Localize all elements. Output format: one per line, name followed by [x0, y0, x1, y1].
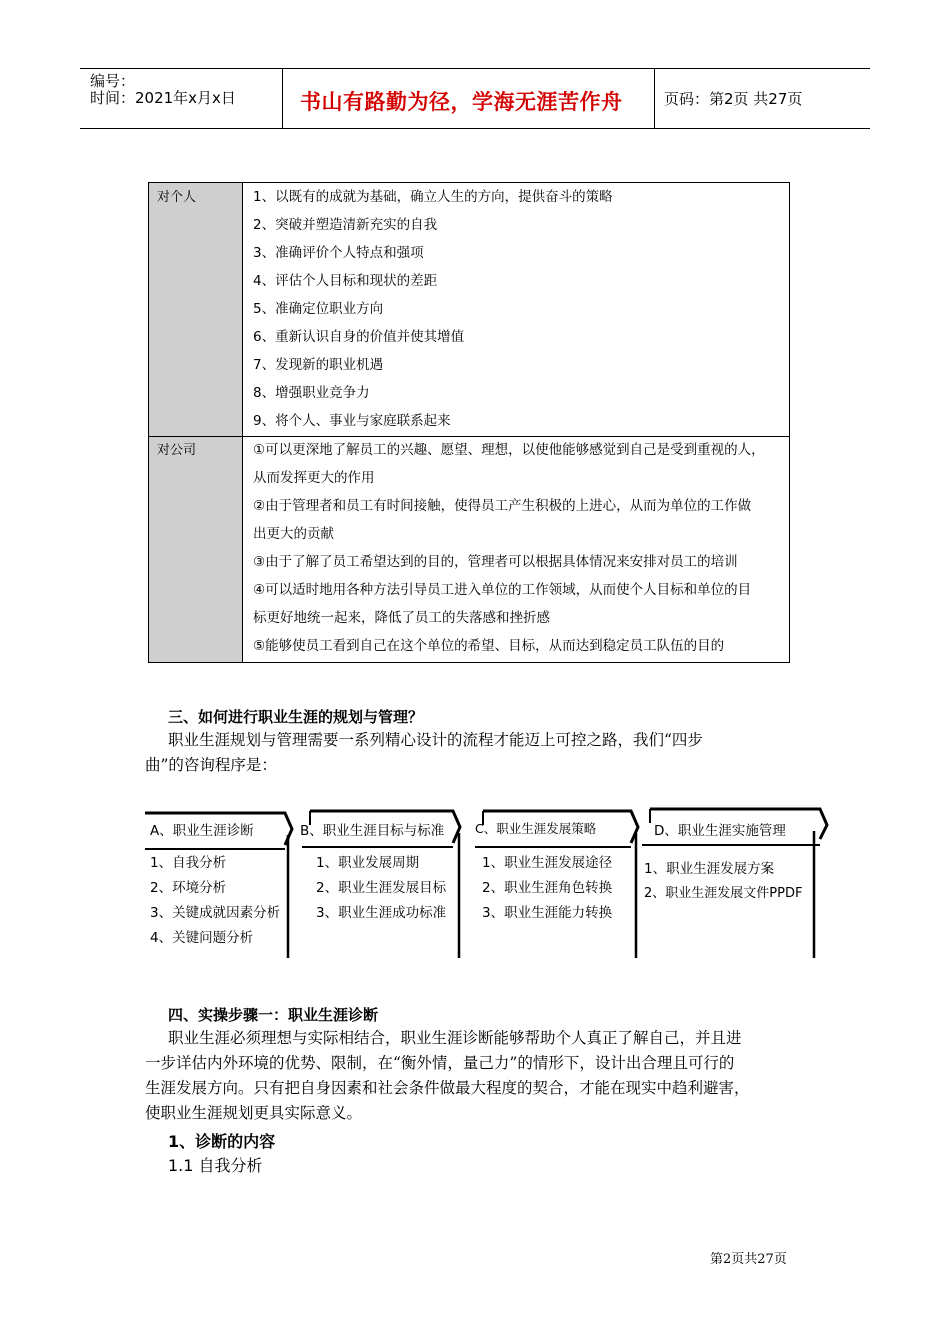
- header-time-label: 时间：2021年x月x日: [90, 89, 236, 107]
- header-top-rule: [80, 68, 870, 69]
- table-label-personal: 对个人: [157, 190, 197, 205]
- section4-subheading-1-1: 1.1 自我分析: [168, 1156, 263, 1175]
- header-bottom-rule: [80, 128, 870, 129]
- table-label-company: 对公司: [157, 443, 197, 458]
- flow-step-c-title: C、职业生涯发展策略: [475, 821, 597, 836]
- section4-heading: 四、实操步骤一：职业生涯诊断: [168, 1006, 379, 1024]
- flow-step-c-item: 1、职业生涯发展途径: [482, 855, 613, 871]
- table-row: ①可以更深地了解员工的兴趣、愿望、理想，以使他能够感觉到自己是受到重视的人，: [253, 442, 765, 458]
- flow-step-c-item: 3、职业生涯能力转换: [482, 905, 613, 921]
- benefits-table: [148, 182, 790, 663]
- table-row: ④可以适时地用各种方法引导员工进入单位的工作领域，从而使个人目标和单位的目: [253, 582, 752, 598]
- table-row: 出更大的贡献: [253, 526, 334, 542]
- table-row: 6、重新认识自身的价值并使其增值: [253, 329, 465, 345]
- header-number-label: 编号：: [90, 72, 136, 90]
- flow-step-d-item: 2、职业生涯发展文件PPDF: [644, 886, 803, 901]
- flow-step-b-item: 3、职业生涯成功标准: [316, 905, 447, 921]
- footer-page-number: 第2页共27页: [710, 1252, 787, 1267]
- section4-subheading-1: 1、诊断的内容: [168, 1132, 276, 1151]
- table-row: ⑤能够使员工看到自己在这个单位的希望、目标，从而达到稳定员工队伍的目的: [253, 638, 725, 654]
- table-row: ③由于了解了员工希望达到的目的，管理者可以根据具体情况来安排对员工的培训: [253, 554, 738, 570]
- table-row: ②由于管理者和员工有时间接触，使得员工产生积极的上进心，从而为单位的工作做: [253, 498, 752, 514]
- flow-step-a-item: 2、环境分析: [150, 880, 227, 896]
- header-divider-left: [282, 68, 283, 129]
- flow-step-c-item: 2、职业生涯角色转换: [482, 880, 613, 896]
- table-row: 标更好地统一起来，降低了员工的失落感和挫折感: [253, 610, 550, 626]
- section4-para-line: 生涯发展方向。只有把自身因素和社会条件做最大程度的契合，才能在现实中趋利避害，: [145, 1079, 750, 1097]
- table-label-cell-company: [149, 436, 243, 662]
- flow-step-a-title: A、职业生涯诊断: [150, 823, 254, 839]
- table-row: 从而发挥更大的作用: [253, 470, 375, 486]
- table-row: 8、增强职业竞争力: [253, 385, 370, 401]
- section4-para-line: 使职业生涯规划更具实际意义。: [145, 1104, 363, 1122]
- flow-step-d-item: 1、职业生涯发展方案: [644, 861, 775, 877]
- header-motto: 书山有路勤为径，学海无涯苦作舟: [300, 90, 623, 114]
- flow-step-a-item: 3、关键成就因素分析: [150, 905, 281, 921]
- flow-step-b-item: 2、职业生涯发展目标: [316, 880, 447, 896]
- table-row: 5、准确定位职业方向: [253, 301, 384, 317]
- table-label-cell-personal: [149, 183, 243, 436]
- table-row: 7、发现新的职业机遇: [253, 357, 384, 373]
- header-page-label: 页码：第2页 共27页: [664, 90, 803, 108]
- section4-para-line: 一步详估内外环境的优势、限制，在“衡外情，量己力”的情形下，设计出合理且可行的: [145, 1054, 735, 1072]
- flow-step-b-title: B、职业生涯目标与标准: [300, 823, 445, 839]
- table-row: 2、突破并塑造清新充实的自我: [253, 217, 438, 233]
- table-row: 3、准确评价个人特点和强项: [253, 245, 424, 261]
- section3-heading: 三、如何进行职业生涯的规划与管理？: [168, 708, 424, 726]
- header-divider-right: [654, 68, 655, 129]
- section4-para-line: 职业生涯必须理想与实际相结合，职业生涯诊断能够帮助个人真正了解自己，并且进: [168, 1029, 742, 1047]
- flow-step-a-item: 4、关键问题分析: [150, 930, 254, 946]
- section3-para-line1: 职业生涯规划与管理需要一系列精心设计的流程才能迈上可控之路，我们“四步: [168, 731, 703, 749]
- flow-step-d-title: D、职业生涯实施管理: [654, 823, 786, 839]
- table-row: 4、评估个人目标和现状的差距: [253, 273, 438, 289]
- flow-step-b-item: 1、职业发展周期: [316, 855, 420, 871]
- flow-step-a-item: 1、自我分析: [150, 855, 227, 871]
- table-row-separator: [149, 436, 789, 437]
- table-row: 9、将个人、事业与家庭联系起来: [253, 413, 451, 429]
- table-row: 1、以既有的成就为基础，确立人生的方向，提供奋斗的策略: [253, 189, 613, 205]
- section3-para-line2: 曲”的咨询程序是：: [145, 756, 277, 774]
